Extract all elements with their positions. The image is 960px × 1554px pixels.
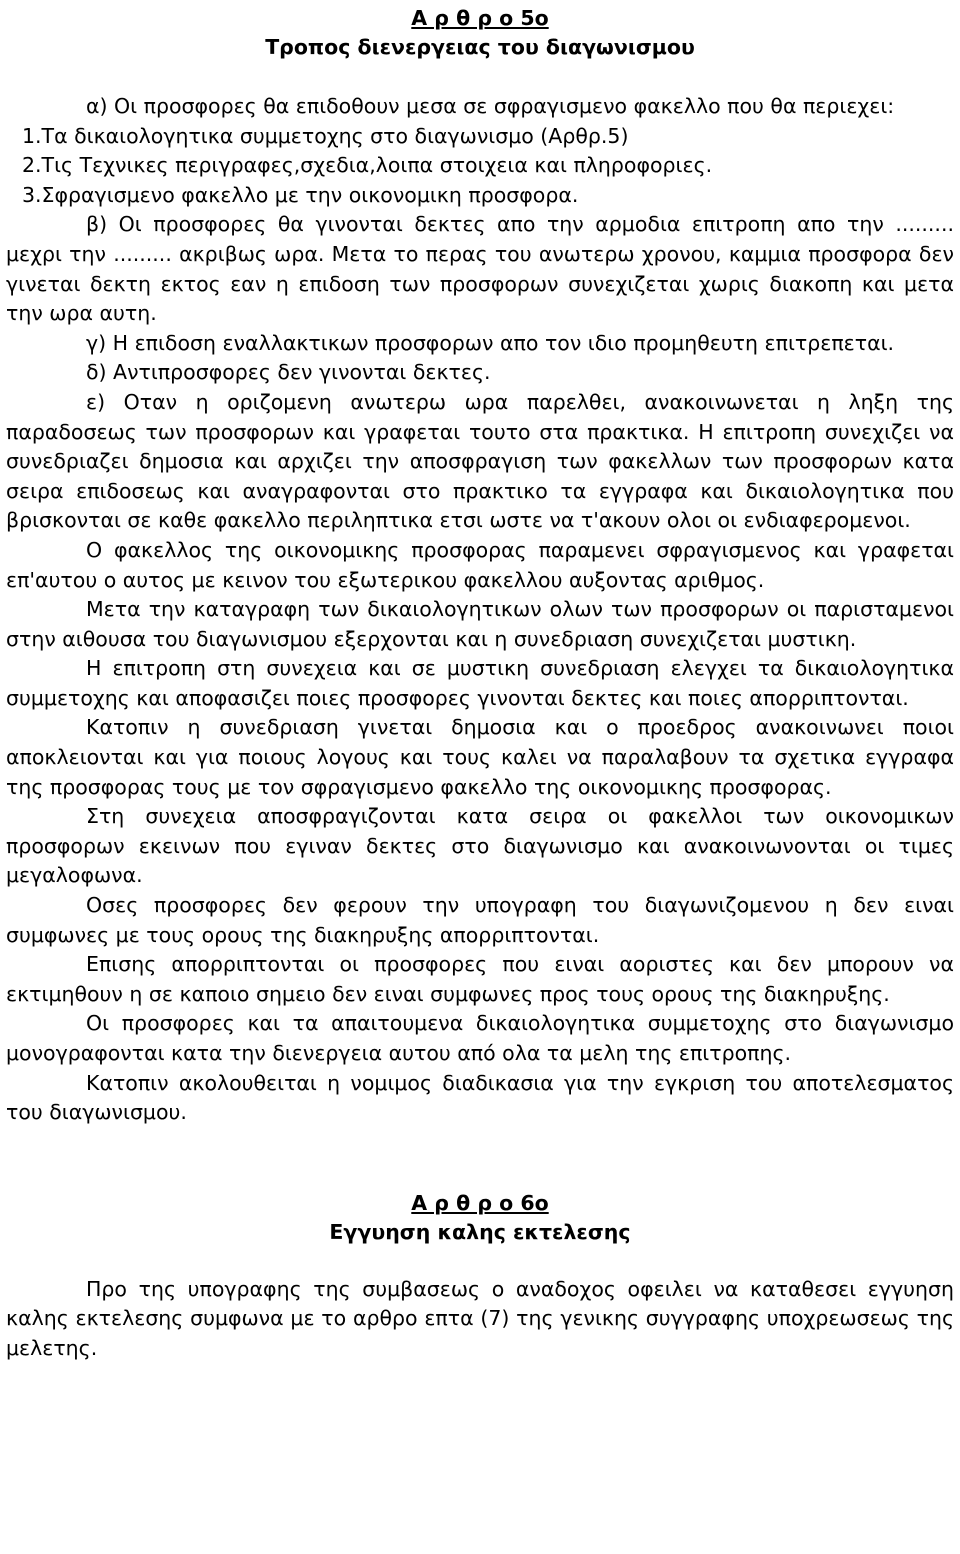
paragraph-h: Η επιτροπη στη συνεχεια και σε μυστικη συνεδριαση ελεγχει τα δικαιολογητικα συμμετοχης και αποφασιζει ποιες προσφορες γινονται δεκτες και ποιες απορριπτονται.: [6, 656, 954, 710]
article-6-title: Εγγυηση καλης εκτελεσης: [329, 1219, 631, 1244]
article-6-number: Α ρ θ ρ ο 6ο: [411, 1190, 549, 1215]
paragraph-b: β) Οι προσφορες θα γινονται δεκτες απο την αρμοδια επιτροπη απο την ......... μεχρι την ......... ακριβως ωρα. Μετα το περας του ανωτερω χρονου, καμμια προσφορα δεν γινεται δεκτη εκτος εαν η επιδοση των προσφορων συνεχιζεται χωρις διακοπη και μετα την ωρα αυτη.: [6, 212, 954, 326]
list-item-2: 2.Τις Τεχνικες περιγραφες,σχεδια,λοιπα στοιχεια και πληροφοριες.: [22, 153, 713, 178]
paragraph-m: Οι προσφορες και τα απαιτουμενα δικαιολογητικα συμμετοχης στο διαγωνισμο μονογραφονται κατα την διενεργεια αυτου από ολα τα μελη της επιτροπης.: [6, 1011, 954, 1065]
article-6-paragraph: Προ της υπογραφης της συμβασεως ο αναδοχος οφειλει να καταθεσει εγγυηση καλης εκτελεσης συμφωνα με το αρθρο επτα (7) της γενικης συγγραφης υποχρεωσεως της μελετης.: [6, 1276, 954, 1360]
paragraph-i: Κατοπιν η συνεδριαση γινεται δημοσια και ο προεδρος ανακοινωνει ποιοι αποκλειονται και για ποιους λογους και τους καλει να παραλαβουν τα σχετικα εγγραφα της προσφορας τους με τον σφραγισμενο φακελλο της οικονομικης προσφορας.: [6, 715, 954, 799]
spacer: [6, 1247, 954, 1275]
paragraph-a: α) Οι προσφορες θα επιδοθουν μεσα σε σφραγισμενο φακελλο που θα περιεχει:: [86, 94, 895, 118]
paragraph-g: Μετα την καταγραφη των δικαιολογητικων ολων των προσφορων οι παρισταμενοι στην αιθουσα του διαγωνισμου εξερχονται και η συνεδριαση συνεχιζεται μυστικη.: [6, 597, 954, 651]
paragraph-f: Ο φακελλος της οικονομικης προσφορας παραμενει σφραγισμενος και γραφεται επ'αυτου ο αυτος με κεινον του εξωτερικου φακελλου αυξοντας αριθμος.: [6, 537, 954, 592]
paragraph-j: Στη συνεχεια αποσφραγιζονται κατα σειρα οι φακελλοι των οικονομικων προσφορων εκεινων που εγιναν δεκτες στο διαγωνισμο και ανακοινωνονται οι τιμες μεγαλοφωνα.: [6, 804, 954, 888]
spacer: [6, 62, 954, 92]
spacer: [6, 1128, 954, 1189]
paragraph-k: Οσες προσφορες δεν φερουν την υπογραφη του διαγωνιζομενου η δεν ειναι συμφωνες με τους ορους της διακηρυξης απορριπτονται.: [6, 893, 954, 947]
article-5-number: Α ρ θ ρ ο 5ο: [411, 6, 549, 30]
article-6: [6, 1189, 954, 1364]
article-5: [6, 4, 954, 1128]
paragraph-c: γ) Η επιδοση εναλλακτικων προσφορων απο τον ιδιο προμηθευτη επιτρεπεται.: [86, 330, 895, 355]
list-item-1: 1.Τα δικαιολογητικα συμμετοχης στο διαγωνισμο (Αρθρ.5): [22, 123, 629, 148]
paragraph-l: Επισης απορριπτονται οι προσφορες που ειναι αοριστες και δεν μπορουν να εκτιμηθουν η σε καποιο σημειο δεν ειναι συμφωνες προς τους ορους της διακηρυξης.: [6, 952, 954, 1006]
paragraph-e: ε) Οταν η οριζομενη ανωτερω ωρα παρελθει, ανακοινωνεται η ληξη της παραδοσεως των προσφορων και γραφεται τουτο στα πρακτικα. Η επιτροπη συνεχιζει να συνεδριαζει δημοσια και αρχιζει την αποσφραγιση των φακελλων των προσφορων κατα σειρα επιδοσεως και αναγραφονται στο πρακτικο τα εγγραφα και δικαιολογητικα που βρισκονται σε καθε φακελλο περιληπτικα ετσι ωστε να τ'ακουν ολοι οι ενδιαφερομενοι.: [6, 389, 954, 533]
list-item-3: 3.Σφραγισμενο φακελλο με την οικονομικη προσφορα.: [22, 182, 579, 207]
article-5-title: Τροπος διενεργειας του διαγωνισμου: [265, 35, 695, 59]
paragraph-d: δ) Αντιπροσφορες δεν γινονται δεκτες.: [86, 360, 491, 385]
paragraph-n: Κατοπιν ακολουθειται η νομιμος διαδικασια για την εγκριση του αποτελεσματος του διαγωνισμου.: [6, 1070, 954, 1125]
